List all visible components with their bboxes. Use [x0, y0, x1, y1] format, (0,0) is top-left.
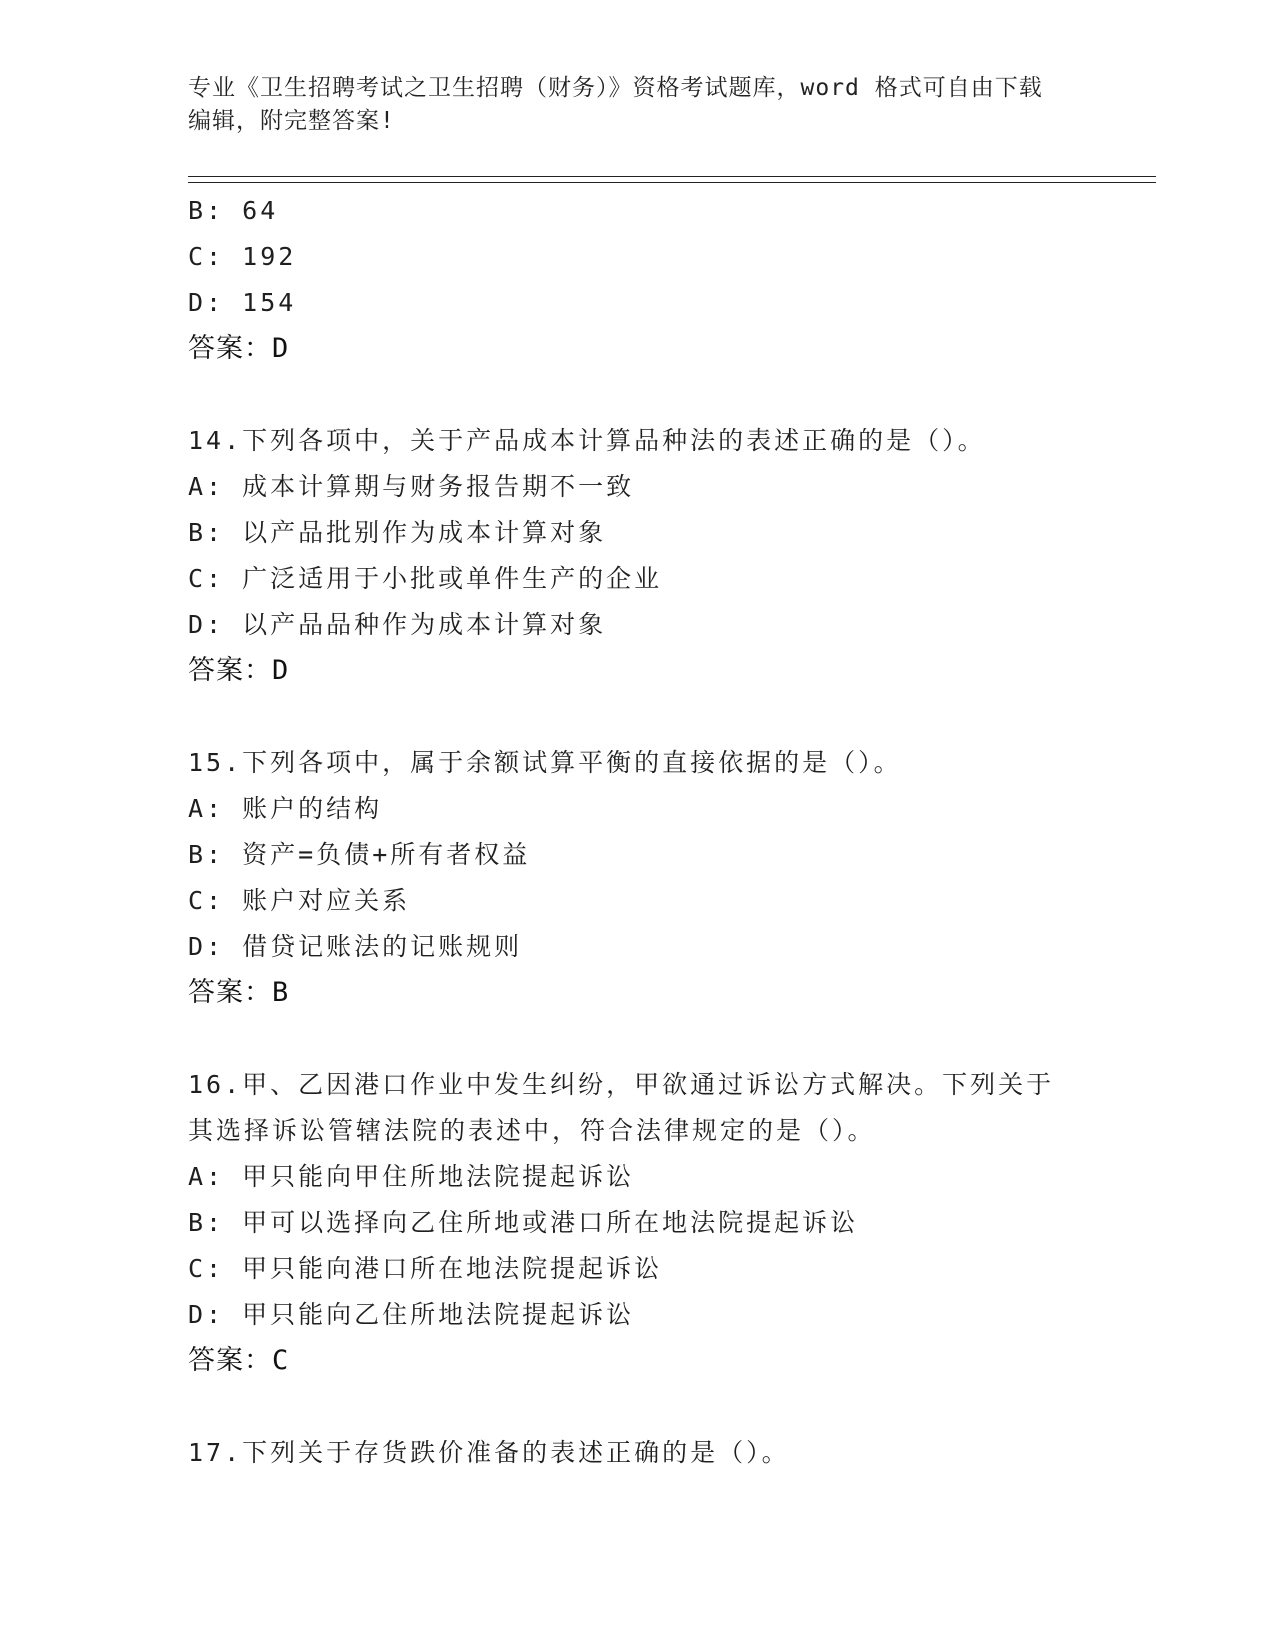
option-text: 账户对应关系	[242, 886, 411, 915]
option-letter: B:	[188, 1208, 225, 1237]
option-text: 甲只能向乙住所地法院提起诉讼	[242, 1300, 635, 1329]
answer-label: 答案：	[188, 977, 272, 1008]
answer-line	[188, 970, 1148, 1016]
option-c	[188, 234, 1148, 280]
option-letter: C:	[188, 242, 225, 271]
option-letter: D:	[188, 932, 225, 961]
answer-value: C	[272, 1345, 290, 1376]
option-text: 借贷记账法的记账规则	[242, 932, 523, 961]
option-text: 64	[242, 196, 279, 225]
option-text: 甲只能向甲住所地法院提起诉讼	[242, 1162, 635, 1191]
option-text: 资产=负债+所有者权益	[242, 840, 531, 869]
question-17	[188, 1430, 1148, 1476]
option-d	[188, 924, 1148, 970]
question-stem: 15.下列各项中，属于余额试算平衡的直接依据的是（）。	[188, 748, 902, 777]
option-text: 甲只能向港口所在地法院提起诉讼	[242, 1254, 663, 1283]
answer-label: 答案：	[188, 1345, 272, 1376]
option-text: 以产品品种作为成本计算对象	[242, 610, 607, 639]
answer-value: D	[272, 655, 290, 686]
option-a	[188, 464, 1148, 510]
answer-label: 答案：	[188, 333, 272, 364]
question-stem: 14.下列各项中，关于产品成本计算品种法的表述正确的是（）。	[188, 426, 986, 455]
option-b	[188, 510, 1148, 556]
header-line-1: 专业《卫生招聘考试之卫生招聘（财务）》资格考试题库，word 格式可自由下载	[188, 75, 1043, 101]
option-letter: D:	[188, 610, 225, 639]
option-letter: C:	[188, 1254, 225, 1283]
option-letter: D:	[188, 288, 225, 317]
option-letter: B:	[188, 518, 225, 547]
question-15	[188, 740, 1148, 1016]
option-letter: D:	[188, 1300, 225, 1329]
option-d	[188, 602, 1148, 648]
option-text: 192	[242, 242, 297, 271]
option-c	[188, 878, 1148, 924]
option-text: 广泛适用于小批或单件生产的企业	[242, 564, 663, 593]
question-16	[188, 1062, 1148, 1384]
question-14	[188, 418, 1148, 694]
answer-value: D	[272, 333, 290, 364]
option-b	[188, 1200, 1148, 1246]
option-text: 甲可以选择向乙住所地或港口所在地法院提起诉讼	[242, 1208, 859, 1237]
answer-line	[188, 326, 1148, 372]
option-a	[188, 786, 1148, 832]
question-stem-line-2: 其选择诉讼管辖法院的表述中，符合法律规定的是（）。	[188, 1116, 876, 1145]
answer-line	[188, 1338, 1148, 1384]
header-divider	[188, 176, 1156, 183]
option-letter: C:	[188, 886, 225, 915]
option-d	[188, 1292, 1148, 1338]
option-text: 账户的结构	[242, 794, 383, 823]
answer-value: B	[272, 977, 290, 1008]
page-header	[188, 72, 1088, 138]
option-a	[188, 1154, 1148, 1200]
option-letter: C:	[188, 564, 225, 593]
option-letter: A:	[188, 1162, 225, 1191]
answer-label: 答案：	[188, 655, 272, 686]
option-letter: A:	[188, 472, 225, 501]
option-text: 成本计算期与财务报告期不一致	[242, 472, 635, 501]
question-stem-line-1: 16.甲、乙因港口作业中发生纠纷，甲欲通过诉讼方式解决。下列关于	[188, 1070, 1055, 1099]
header-line-2: 编辑，附完整答案!	[188, 108, 395, 134]
option-b	[188, 832, 1148, 878]
option-b	[188, 188, 1148, 234]
question-stem: 17.下列关于存货跌价准备的表述正确的是（）。	[188, 1438, 790, 1467]
option-letter: B:	[188, 840, 225, 869]
option-c	[188, 556, 1148, 602]
option-text: 以产品批别作为成本计算对象	[242, 518, 607, 547]
option-letter: B:	[188, 196, 225, 225]
question-list	[188, 188, 1148, 1476]
option-c	[188, 1246, 1148, 1292]
option-letter: A:	[188, 794, 225, 823]
option-text: 154	[242, 288, 297, 317]
question-13-continued	[188, 188, 1148, 372]
answer-line	[188, 648, 1148, 694]
option-d	[188, 280, 1148, 326]
